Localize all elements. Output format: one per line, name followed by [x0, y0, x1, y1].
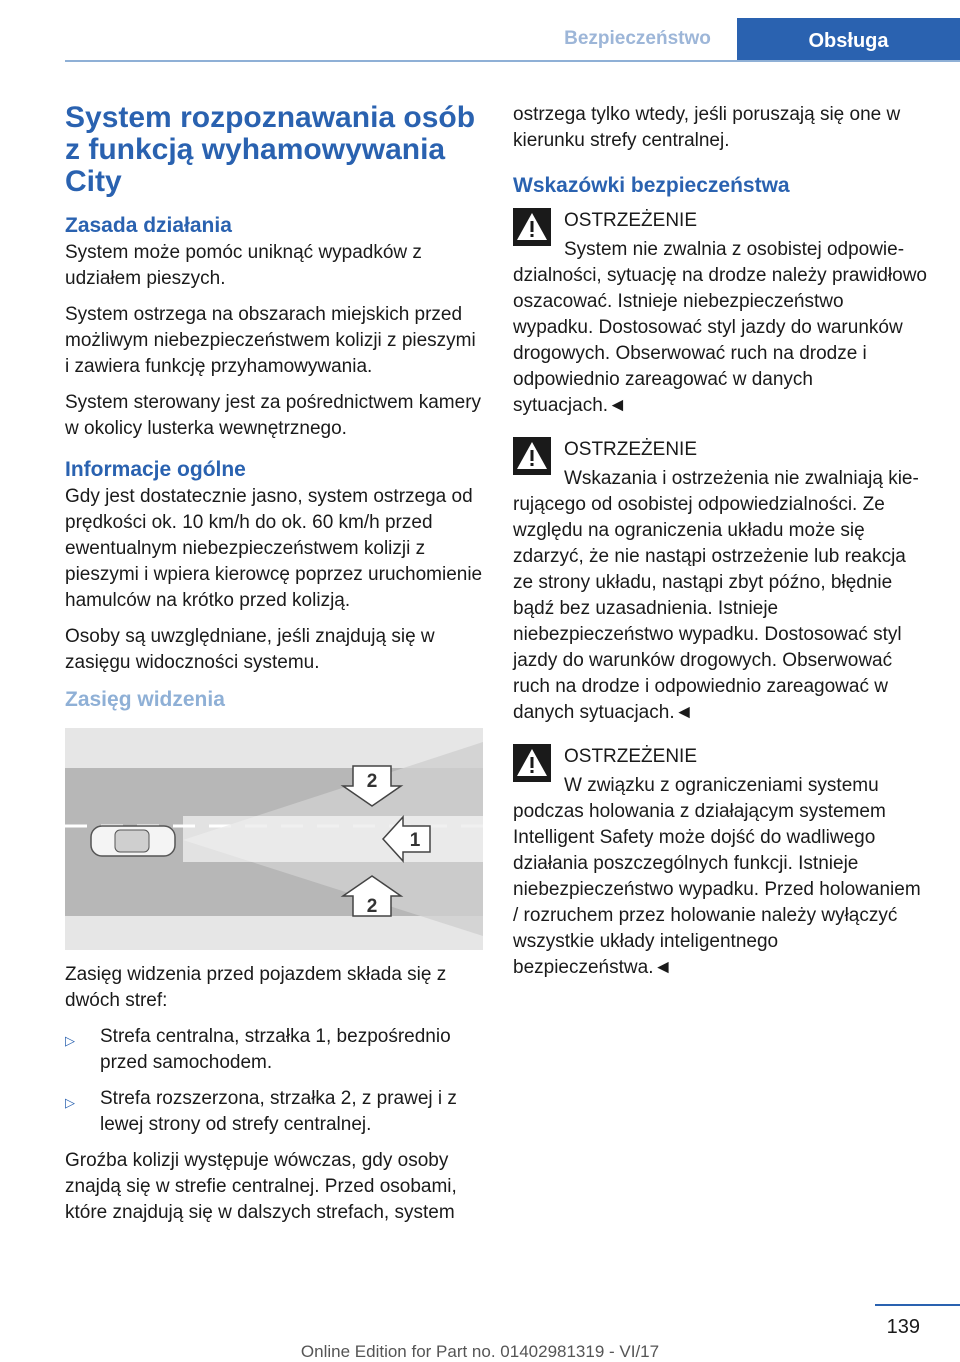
- footer-edition: Online Edition for Part no. 01402981319 - VI/17: [300, 1342, 660, 1361]
- heading-range: Zasięg widzenia: [65, 688, 225, 711]
- paragraph: System sterowany jest za pośrednictwem kamery w okolicy lusterka wewnętrznego.: [65, 392, 482, 439]
- list-item: [65, 1086, 483, 1138]
- zone-list: [65, 1024, 483, 1138]
- central-zone: [183, 816, 483, 862]
- car-icon: [91, 826, 175, 856]
- right-column: [513, 102, 928, 999]
- warning-text-first: System nie zwalnia z osobistej odpowie-: [564, 239, 905, 260]
- warning-title: OSTRZEŻENIE: [564, 210, 698, 231]
- warning-text: podczas holowania z działającym systemem Intelligent Safety może dojść do wadliwego działania poszczególnych funkcji. Istnieje niebezpieczeństwo wypadku. Przed holowaniem / rozruchem przez holowanie należy wyłączyć wszystkie układy inteligentnego bezpieczeństwa.◄: [513, 801, 921, 978]
- heading-general: Informacje ogólne: [65, 458, 246, 481]
- page-title: System rozpoznawania osób z funkcją wyhamowywania City: [65, 101, 476, 198]
- header-tab: Obsługa: [737, 18, 960, 62]
- bullet-triangle-icon: ▷: [65, 1033, 75, 1048]
- bullet-triangle-icon: ▷: [65, 1095, 75, 1110]
- detection-range-diagram: [65, 728, 483, 950]
- footer-rule: [875, 1304, 960, 1306]
- page-number: 139: [886, 1316, 920, 1338]
- arrow-2-bottom-label: 2: [366, 896, 378, 917]
- warning-text: rującego od osobistej odpowiedzialności. Ze względu na ograniczenia układu może się zdarzyć, że nie nastąpi ostrzeżenie lub reakcja ze strony układu, nastąpi zbyt późno, błędnie bądź bez uzasadnienia. Istnieje niebezpieczeństwo wypadku. Dostosować styl jazdy do warunków drogowych. Obserwować ruch na drodze i odpowiednio zareagować w danych sytuacjach.◄: [513, 494, 906, 723]
- heading-safety: Wskazówki bezpieczeństwa: [513, 174, 790, 197]
- warning-block: [513, 744, 928, 981]
- warning-title: OSTRZEŻENIE: [564, 746, 698, 767]
- list-item-text: Strefa rozszerzona, strzałka 2, z prawej i z lewej strony od strefy centralnej.: [100, 1088, 457, 1135]
- warning-block: [513, 437, 928, 726]
- warning-block: [513, 208, 928, 419]
- left-column: [65, 102, 483, 1236]
- list-item-text: Strefa centralna, strzałka 1, bezpośrednio przed samochodem.: [100, 1026, 451, 1073]
- paragraph: Groźba kolizji występuje wówczas, gdy osoby znajdą się w strefie centralnej. Przed osobami, które znajdują się w dalszych strefach, system: [65, 1150, 457, 1223]
- paragraph: Zasięg widzenia przed pojazdem składa się z dwóch stref:: [65, 964, 447, 1011]
- arrow-1-label: 1: [409, 830, 421, 851]
- header-rule: [65, 60, 960, 62]
- warning-text: dzialności, sytuację na drodze należy prawidłowo oszacować. Istnieje niebezpieczeństwo wypadku. Dostosować styl jazdy do warunków drogowych. Obserwować ruch na drodze i odpowiednio zareagować w danych sytuacjach.◄: [513, 265, 928, 416]
- paragraph: Gdy jest dostatecznie jasno, system ostrzega od prędkości ok. 10 km/h do ok. 60 km/h przed ewentualnym niebezpieczeństwem kolizji z pieszymi i wpiera kierowcę poprzez uruchomienie hamulców na krótko przed kolizją.: [65, 486, 483, 611]
- list-item: [65, 1024, 483, 1076]
- header-section: Bezpieczeństwo: [564, 28, 711, 49]
- paragraph: ostrzega tylko wtedy, jeśli poruszają się one w kierunku strefy centralnej.: [513, 104, 901, 151]
- paragraph: Osoby są uwzględniane, jeśli znajdują się w zasięgu widoczności systemu.: [65, 626, 435, 673]
- arrow-2-top-label: 2: [366, 771, 378, 792]
- heading-principle: Zasada działania: [65, 214, 232, 237]
- warning-text-first: Wskazania i ostrzeżenia nie zwalniają kie-: [564, 468, 919, 489]
- warning-title: OSTRZEŻENIE: [564, 439, 698, 460]
- warning-text-first: W związku z ograniczeniami systemu: [564, 775, 879, 796]
- paragraph: System może pomóc uniknąć wypadków z udziałem pieszych.: [65, 242, 422, 289]
- paragraph: System ostrzega na obszarach miejskich przed możliwym niebezpieczeństwem kolizji z pieszymi i zawiera funkcję przyhamowywania.: [65, 304, 476, 377]
